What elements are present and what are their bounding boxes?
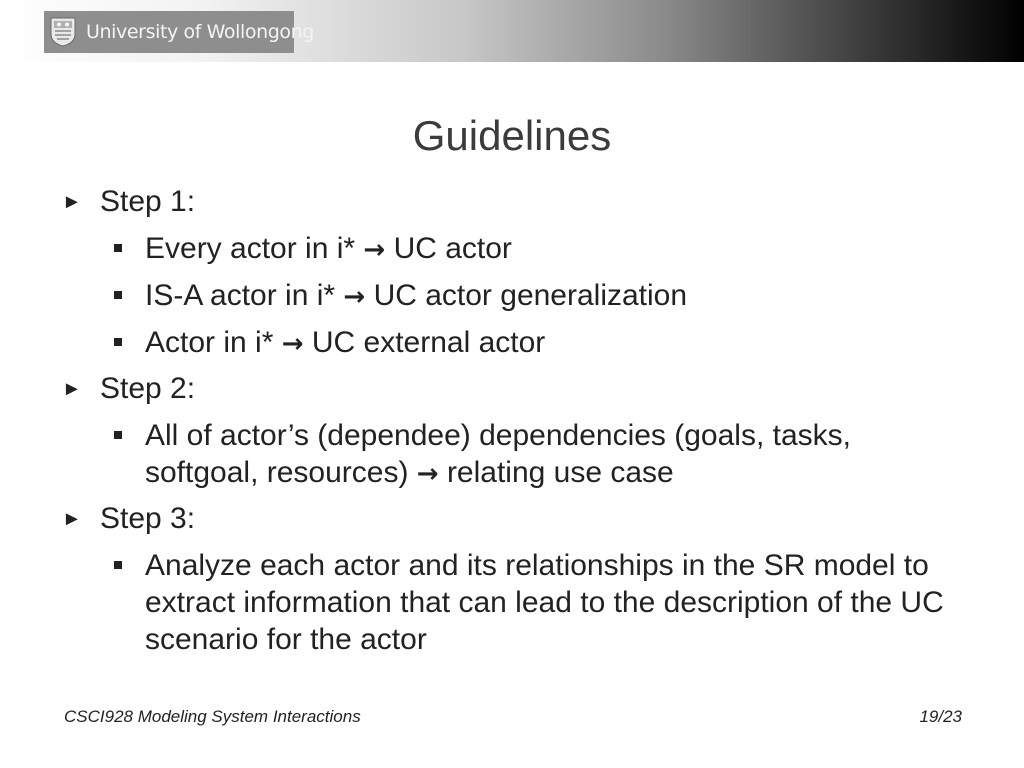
university-crest-icon (50, 17, 76, 47)
square-bullet-icon (114, 338, 122, 346)
bullet-item (107, 230, 962, 269)
square-bullet-icon (114, 561, 122, 569)
right-arrow-icon: → (363, 235, 386, 265)
university-logo (44, 11, 314, 53)
bullet-text-before: All of actor’s (dependee) dependencies (goals, tasks, softgoal, resources) (145, 419, 851, 489)
bullet-text-before: Actor in i* (145, 326, 274, 359)
bullet-text: Analyze each actor and its relationships in the SR model to extract information that can lead to the description of the UC scenario for the actor (145, 549, 944, 656)
bullet-text-after: UC actor generalization (373, 279, 688, 312)
right-arrow-icon: → (343, 282, 366, 312)
step-label: Step 2: (100, 372, 196, 405)
bullet-item (107, 277, 962, 316)
page-number: 19/23 (919, 707, 962, 726)
bullet-text-after: UC external actor (311, 326, 546, 359)
bullet-item (107, 324, 962, 363)
step-3 (62, 501, 962, 537)
bullet-text-before: IS-A actor in i* (145, 279, 336, 312)
bullet-item (107, 417, 962, 493)
square-bullet-icon (114, 244, 122, 252)
bullet-text-before: Every actor in i* (145, 232, 356, 265)
triangle-bullet-icon: ► (62, 191, 82, 213)
slide-title: Guidelines (412, 112, 612, 159)
bullet-text-after: UC actor (393, 232, 512, 265)
step-2 (62, 371, 962, 407)
right-arrow-icon: → (416, 459, 439, 489)
square-bullet-icon (114, 431, 122, 439)
right-arrow-icon: → (281, 329, 304, 359)
logo-text: University of Wollongong (86, 21, 314, 43)
triangle-bullet-icon: ► (62, 378, 82, 400)
bullet-text-after: relating use case (446, 456, 674, 489)
triangle-bullet-icon: ► (62, 508, 82, 530)
step-1 (62, 184, 962, 220)
step-label: Step 1: (100, 185, 196, 218)
slide-content (62, 184, 962, 666)
step-label: Step 3: (100, 502, 196, 535)
bullet-item (107, 547, 962, 658)
square-bullet-icon (114, 291, 122, 299)
footer-course: CSCI928 Modeling System Interactions (64, 707, 361, 726)
